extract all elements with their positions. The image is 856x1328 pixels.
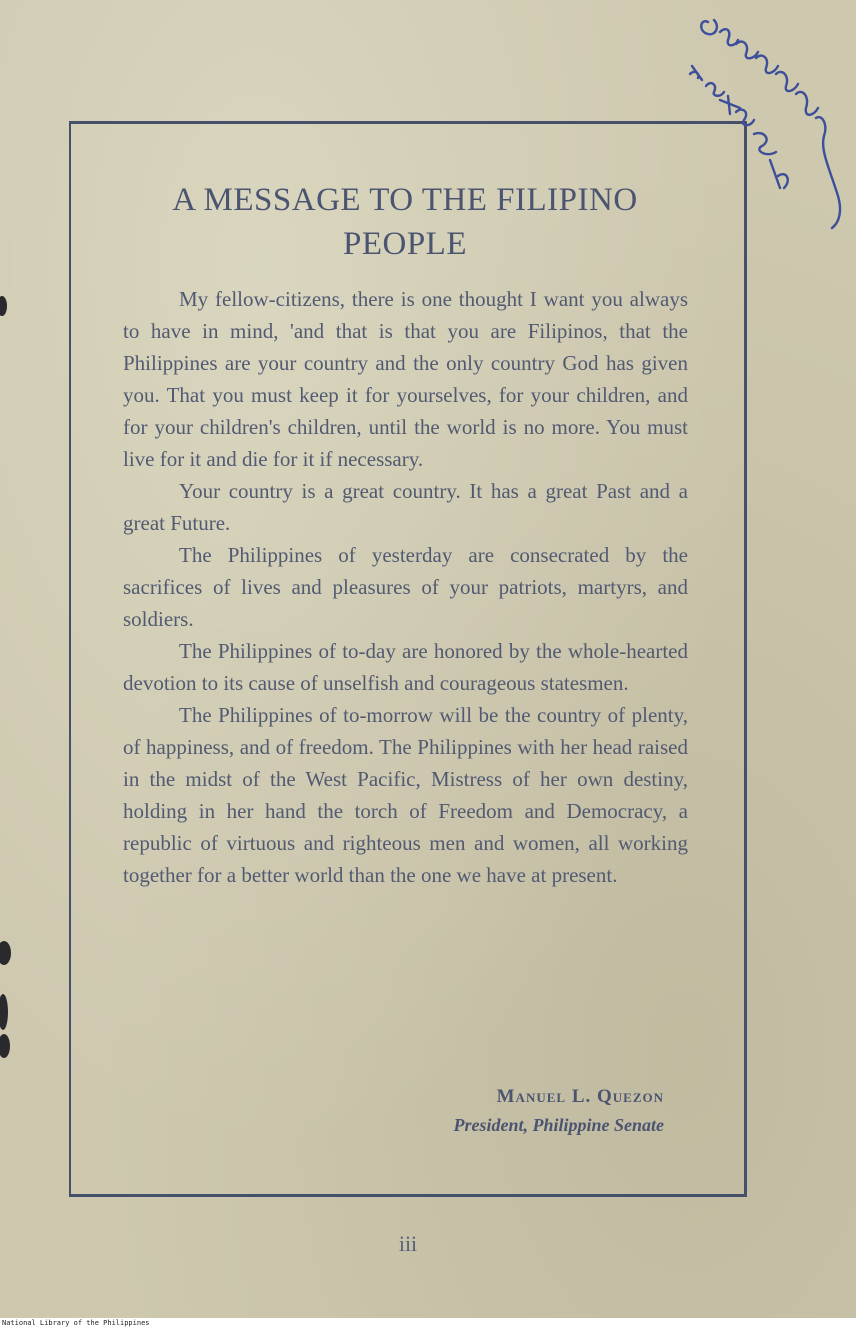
binding-holes-icon	[0, 0, 20, 1318]
handwritten-annotation-icon	[680, 0, 856, 240]
signatory-title: President, Philippine Senate	[453, 1115, 664, 1135]
message-body	[123, 283, 688, 891]
page-title: A MESSAGE TO THE FILIPINO PEOPLE	[172, 182, 638, 262]
paragraph: My fellow-citizens, there is one thought I want you always to have in mind, 'and that is that you are Filipinos, that the Philippines are your country and the only country God has given you. That you must keep it for yourselves, for your children, and for your children's children, until the world is no more. You must live for it and die for it if necessary.	[123, 287, 688, 471]
page-number: iii	[398, 1231, 418, 1256]
source-credit: National Library of the Philippines	[2, 1319, 150, 1327]
paragraph: The Philippines of yesterday are consecrated by the sacrifices of lives and pleasures of your patriots, martyrs, and soldiers.	[123, 543, 688, 631]
signature-block	[330, 1083, 664, 1139]
signatory-name: Manuel L. Quezon	[496, 1086, 664, 1107]
paragraph: Your country is a great country. It has a great Past and a great Future.	[123, 479, 688, 535]
paragraph: The Philippines of to-morrow will be the country of plenty, of happiness, and of freedom. The Philippines with her head raised in the midst of the West Pacific, Mistress of her own destiny, holding in her hand the torch of Freedom and Democracy, a republic of virtuous and righteous men and women, all working together for a better world than the one we have at present.	[123, 703, 688, 887]
paragraph: The Philippines of to-day are honored by the whole-hearted devotion to its cause of unselfish and courageous statesmen.	[123, 639, 688, 695]
